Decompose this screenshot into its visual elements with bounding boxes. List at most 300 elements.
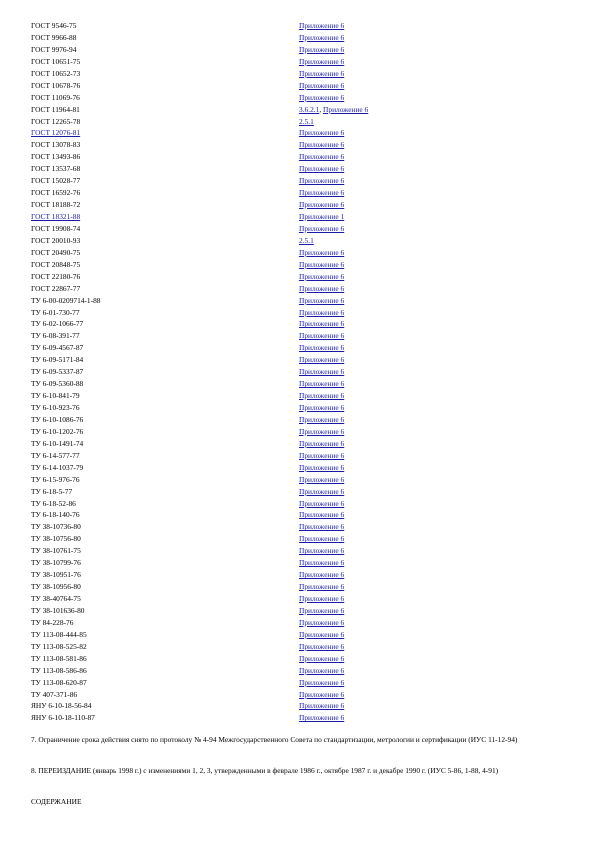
document-designation — [31, 629, 299, 641]
reference-section — [299, 307, 499, 319]
reference-row — [31, 80, 499, 92]
reference-row — [31, 605, 499, 617]
document-label: ТУ 113-08-525-82 — [31, 641, 87, 651]
document-label: ГОСТ 11069-76 — [31, 92, 80, 102]
reference-link[interactable]: Приложение 6 — [299, 582, 345, 592]
document-label: ГОСТ 12265-78 — [31, 116, 81, 126]
reference-link[interactable]: Приложение 6 — [299, 271, 345, 281]
document-designation — [31, 20, 299, 32]
document-designation — [31, 498, 299, 510]
reference-row — [31, 116, 499, 128]
reference-row — [31, 354, 499, 366]
reference-section — [299, 56, 499, 68]
document-designation — [31, 151, 299, 163]
document-designation — [31, 509, 299, 521]
reference-link[interactable]: Приложение 6 — [299, 486, 345, 496]
document-label: ГОСТ 16592-76 — [31, 188, 81, 198]
reference-section — [299, 68, 499, 80]
document-label: ГОСТ 19908-74 — [31, 223, 81, 233]
reference-section — [299, 665, 499, 677]
reference-section — [299, 151, 499, 163]
reference-link[interactable]: Приложение 6 — [299, 223, 345, 233]
reference-link[interactable]: Приложение 6 — [299, 498, 345, 508]
document-designation — [31, 450, 299, 462]
reference-link[interactable]: Приложение 6 — [299, 379, 345, 389]
document-designation — [31, 677, 299, 689]
document-designation — [31, 402, 299, 414]
reference-row — [31, 235, 499, 247]
document-label: ГОСТ 20010-93 — [31, 235, 81, 245]
reference-section — [299, 175, 499, 187]
reference-section — [299, 116, 499, 128]
reference-link[interactable]: Приложение 6 — [299, 319, 345, 329]
reference-link[interactable]: Приложение 6 — [299, 92, 345, 102]
reference-row — [31, 689, 499, 701]
reference-link[interactable]: Приложение 1 — [299, 212, 345, 221]
reference-row — [31, 151, 499, 163]
reference-link[interactable]: Приложение 6 — [299, 605, 345, 615]
reference-section — [299, 617, 499, 629]
reference-link[interactable]: Приложение 6 — [299, 152, 345, 162]
document-label: ТУ 6-08-391-77 — [31, 331, 80, 341]
reference-section — [299, 581, 499, 593]
document-designation — [31, 545, 299, 557]
reference-link[interactable]: Приложение 6 — [299, 510, 345, 520]
reference-link[interactable]: Приложение 6 — [299, 307, 345, 317]
reference-section — [299, 593, 499, 605]
document-label: ТУ 113-08-586-86 — [31, 665, 87, 675]
reference-link[interactable]: Приложение 6 — [299, 56, 345, 66]
reference-section — [299, 569, 499, 581]
document-designation — [31, 283, 299, 295]
reference-section — [299, 330, 499, 342]
reference-link[interactable]: Приложение 6 — [299, 570, 345, 580]
document-designation — [31, 593, 299, 605]
document-designation — [31, 390, 299, 402]
reference-row — [31, 56, 499, 68]
reference-row — [31, 474, 499, 486]
reference-link[interactable]: Приложение 6 — [299, 641, 345, 651]
reference-link[interactable]: Приложение 6 — [299, 558, 345, 568]
document-label: ЯНУ 6-10-18-56-84 — [31, 701, 92, 711]
reference-section — [299, 127, 499, 139]
reference-section — [299, 139, 499, 151]
reference-row — [31, 330, 499, 342]
reference-link[interactable]: Приложение 6 — [299, 665, 345, 675]
reference-link[interactable]: Приложение 6 — [299, 462, 345, 472]
reference-row — [31, 462, 499, 474]
document-designation — [31, 44, 299, 56]
document-label: ТУ 6-01-730-77 — [31, 307, 80, 317]
reference-row — [31, 307, 499, 319]
reference-link[interactable]: Приложение 6 — [299, 164, 345, 174]
document-label: ТУ 113-08-444-85 — [31, 629, 87, 639]
reference-row — [31, 295, 499, 307]
document-designation — [31, 318, 299, 330]
reference-link[interactable]: Приложение 6 — [299, 594, 345, 603]
reference-row — [31, 199, 499, 211]
document-link[interactable]: ГОСТ 18321-88 — [31, 212, 81, 221]
reference-row — [31, 653, 499, 665]
reference-section — [299, 462, 499, 474]
document-designation — [31, 342, 299, 354]
reference-section — [299, 271, 499, 283]
reference-row — [31, 533, 499, 545]
document-designation — [31, 689, 299, 701]
document-designation — [31, 712, 299, 724]
reference-row — [31, 557, 499, 569]
reference-link[interactable]: Приложение 6 — [299, 701, 345, 711]
reference-link[interactable]: Приложение 6 — [299, 403, 345, 412]
reference-section — [299, 486, 499, 498]
reference-row — [31, 378, 499, 390]
document-label: ГОСТ 9976-94 — [31, 44, 77, 54]
document-label: ТУ 6-14-577-77 — [31, 450, 80, 460]
document-label: ГОСТ 13493-86 — [31, 152, 81, 162]
document-designation — [31, 426, 299, 438]
document-label: ГОСТ 9546-75 — [31, 21, 77, 30]
reference-section — [299, 259, 499, 271]
reference-section — [299, 557, 499, 569]
document-designation — [31, 271, 299, 283]
reference-row — [31, 366, 499, 378]
document-label: ТУ 6-10-1491-74 — [31, 438, 84, 448]
document-designation — [31, 653, 299, 665]
reference-section — [299, 92, 499, 104]
reference-row — [31, 438, 499, 450]
document-label: ТУ 6-10-1202-76 — [31, 426, 84, 436]
reference-section — [299, 211, 499, 223]
reference-link[interactable]: Приложение 6 — [299, 450, 345, 460]
document-label: ГОСТ 20848-75 — [31, 259, 81, 269]
document-designation — [31, 211, 299, 223]
reference-link[interactable]: Приложение 6 — [299, 343, 345, 353]
reference-section — [299, 498, 499, 510]
reference-row — [31, 450, 499, 462]
reference-row — [31, 617, 499, 629]
document-label: ТУ 38-101636-80 — [31, 605, 85, 615]
reference-link[interactable]: Приложение 6 — [299, 32, 345, 42]
reference-section — [299, 342, 499, 354]
reference-link[interactable]: Приложение 6 — [299, 259, 345, 269]
reference-row — [31, 390, 499, 402]
reference-link[interactable]: Приложение 6 — [299, 653, 345, 663]
reference-link[interactable]: Приложение 6 — [323, 104, 369, 114]
reference-row — [31, 271, 499, 283]
reference-row — [31, 211, 499, 223]
document-label: ТУ 6-09-5337-87 — [31, 367, 84, 377]
reference-section — [299, 521, 499, 533]
document-label: ГОСТ 13537-68 — [31, 164, 81, 174]
document-designation — [31, 32, 299, 44]
reference-row — [31, 486, 499, 498]
reference-row — [31, 163, 499, 175]
document-designation — [31, 163, 299, 175]
reference-row — [31, 700, 499, 712]
document-designation — [31, 569, 299, 581]
reference-link[interactable]: Приложение 6 — [299, 295, 345, 305]
document-label: ТУ 6-02-1066-77 — [31, 319, 84, 329]
document-designation — [31, 56, 299, 68]
reference-section — [299, 629, 499, 641]
reference-table — [31, 20, 499, 724]
reference-section — [299, 641, 499, 653]
document-label: ТУ 84-228-76 — [31, 617, 74, 627]
document-designation — [31, 127, 299, 139]
document-label: ТУ 6-00-0209714-1-88 — [31, 295, 101, 305]
document-label: ГОСТ 11964-81 — [31, 104, 80, 114]
reference-row — [31, 509, 499, 521]
document-designation — [31, 605, 299, 617]
reference-row — [31, 629, 499, 641]
reference-link[interactable]: Приложение 6 — [299, 188, 345, 198]
reference-row — [31, 104, 499, 116]
reference-section — [299, 318, 499, 330]
reference-link[interactable]: Приложение 6 — [299, 689, 345, 699]
reference-link[interactable]: Приложение 6 — [299, 200, 345, 210]
document-designation — [31, 462, 299, 474]
reference-link[interactable]: Приложение 6 — [299, 355, 345, 365]
document-designation — [31, 92, 299, 104]
reference-section — [299, 653, 499, 665]
note-item-8: 8. ПЕРЕИЗДАНИЕ (январь 1998 г.) с изменениями 1, 2, 3, утвержденными в феврале 1986 г., октябре 1987 г. и декабре 1990 г. (ИУС 5-86, 1-88, 4-91) — [31, 766, 499, 775]
reference-section — [299, 80, 499, 92]
document-label: ГОСТ 22180-76 — [31, 271, 81, 281]
reference-row — [31, 283, 499, 295]
document-designation — [31, 139, 299, 151]
document-label: ГОСТ 13078-83 — [31, 140, 81, 150]
document-designation — [31, 199, 299, 211]
document-label: ГОСТ 10651-75 — [31, 56, 81, 66]
document-designation — [31, 366, 299, 378]
reference-link[interactable]: Приложение 6 — [299, 80, 345, 90]
reference-section — [299, 283, 499, 295]
reference-link[interactable]: Приложение 6 — [299, 21, 345, 30]
reference-row — [31, 581, 499, 593]
reference-link[interactable]: Приложение 6 — [299, 140, 345, 150]
reference-section — [299, 438, 499, 450]
reference-row — [31, 44, 499, 56]
reference-section — [299, 378, 499, 390]
reference-row — [31, 247, 499, 259]
document-label: ТУ 38-40764-75 — [31, 594, 81, 603]
reference-row — [31, 521, 499, 533]
document-label: ТУ 113-08-620-87 — [31, 677, 87, 687]
reference-section — [299, 390, 499, 402]
document-designation — [31, 557, 299, 569]
reference-link[interactable]: Приложение 6 — [299, 534, 345, 544]
document-label: ТУ 6-14-1037-79 — [31, 462, 84, 472]
document-designation — [31, 247, 299, 259]
reference-section — [299, 354, 499, 366]
document-designation — [31, 223, 299, 235]
reference-link[interactable]: Приложение 6 — [299, 677, 345, 687]
reference-link[interactable]: Приложение 6 — [299, 522, 345, 532]
reference-row — [31, 569, 499, 581]
document-designation — [31, 116, 299, 128]
reference-link[interactable]: 2.5.1 — [299, 116, 314, 126]
reference-row — [31, 139, 499, 151]
reference-section — [299, 689, 499, 701]
reference-section — [299, 32, 499, 44]
document-designation — [31, 486, 299, 498]
reference-section — [299, 44, 499, 56]
reference-row — [31, 402, 499, 414]
reference-row — [31, 187, 499, 199]
reference-link[interactable]: Приложение 6 — [299, 713, 345, 723]
reference-section — [299, 104, 499, 116]
document-designation — [31, 521, 299, 533]
document-label: ТУ 113-08-581-86 — [31, 653, 87, 663]
reference-section — [299, 677, 499, 689]
reference-link[interactable]: Приложение 6 — [299, 44, 345, 54]
document-label: ГОСТ 20490-75 — [31, 247, 81, 257]
reference-link[interactable]: Приложение 6 — [299, 128, 345, 138]
reference-row — [31, 712, 499, 724]
reference-row — [31, 20, 499, 32]
document-designation — [31, 438, 299, 450]
document-label: ТУ 38-10756-80 — [31, 534, 81, 544]
reference-section — [299, 366, 499, 378]
reference-section — [299, 545, 499, 557]
document-label: ТУ 6-18-140-76 — [31, 510, 80, 520]
reference-section — [299, 247, 499, 259]
reference-row — [31, 68, 499, 80]
contents-heading: СОДЕРЖАНИЕ — [31, 797, 82, 806]
document-label: ТУ 6-09-5360-88 — [31, 379, 84, 389]
document-designation — [31, 259, 299, 271]
reference-section — [299, 509, 499, 521]
reference-row — [31, 175, 499, 187]
reference-section — [299, 187, 499, 199]
document-designation — [31, 104, 299, 116]
reference-section — [299, 450, 499, 462]
document-label: ГОСТ 10678-76 — [31, 80, 81, 90]
reference-section — [299, 605, 499, 617]
reference-section — [299, 700, 499, 712]
reference-row — [31, 259, 499, 271]
reference-section — [299, 533, 499, 545]
reference-section — [299, 474, 499, 486]
reference-row — [31, 665, 499, 677]
reference-section — [299, 223, 499, 235]
reference-link[interactable]: Приложение 6 — [299, 176, 345, 186]
document-designation — [31, 175, 299, 187]
document-designation — [31, 700, 299, 712]
reference-row — [31, 545, 499, 557]
document-designation — [31, 414, 299, 426]
reference-link[interactable]: Приложение 6 — [299, 391, 345, 401]
document-label: ТУ 6-18-5-77 — [31, 486, 73, 496]
reference-link[interactable]: Приложение 6 — [299, 68, 345, 78]
reference-link[interactable]: Приложение 6 — [299, 247, 345, 257]
reference-link[interactable]: Приложение 6 — [299, 629, 345, 639]
reference-table-body — [31, 20, 499, 724]
document-label: ТУ 6-10-841-79 — [31, 391, 80, 401]
reference-link[interactable]: Приложение 6 — [299, 414, 345, 424]
document-designation — [31, 295, 299, 307]
document-designation — [31, 80, 299, 92]
document-designation — [31, 378, 299, 390]
reference-section — [299, 235, 499, 247]
document-link[interactable]: ГОСТ 12076-81 — [31, 128, 81, 138]
reference-section — [299, 295, 499, 307]
reference-row — [31, 92, 499, 104]
reference-link[interactable]: Приложение 6 — [299, 546, 345, 556]
reference-section — [299, 426, 499, 438]
document-label: ТУ 38-10799-76 — [31, 558, 81, 568]
document-label: ТУ 6-18-52-86 — [31, 498, 76, 508]
document-label: ТУ 6-15-976-76 — [31, 474, 80, 484]
reference-section — [299, 163, 499, 175]
document-designation — [31, 187, 299, 199]
document-designation — [31, 474, 299, 486]
document-label: ТУ 6-09-4567-87 — [31, 343, 84, 353]
document-label: ТУ 38-10761-75 — [31, 546, 81, 556]
document-designation — [31, 68, 299, 80]
reference-row — [31, 414, 499, 426]
note-item-7: 7. Ограничение срока действия снято по протоколу № 4-94 Межгосударственного Совета по стандартизации, метрологии и сертификации (ИУС 11-12-94) — [31, 735, 518, 744]
reference-link[interactable]: Приложение 6 — [299, 474, 345, 484]
reference-section — [299, 402, 499, 414]
reference-link[interactable]: Приложение 6 — [299, 438, 345, 448]
reference-row — [31, 641, 499, 653]
document-designation — [31, 581, 299, 593]
reference-separator: , — [319, 104, 324, 114]
document-designation — [31, 641, 299, 653]
document-designation — [31, 330, 299, 342]
document-label: ГОСТ 9966-88 — [31, 32, 77, 42]
reference-row — [31, 223, 499, 235]
document-designation — [31, 235, 299, 247]
reference-link[interactable]: Приложение 6 — [299, 426, 345, 436]
document-designation — [31, 617, 299, 629]
document-designation — [31, 533, 299, 545]
document-label: ТУ 6-09-5171-84 — [31, 355, 84, 365]
document-designation — [31, 354, 299, 366]
reference-row — [31, 318, 499, 330]
reference-link[interactable]: Приложение 6 — [299, 283, 345, 293]
reference-link[interactable]: Приложение 6 — [299, 617, 345, 627]
document-label: ГОСТ 10652-73 — [31, 68, 81, 78]
document-label: ГОСТ 18188-72 — [31, 200, 81, 210]
reference-section — [299, 414, 499, 426]
reference-row — [31, 342, 499, 354]
reference-link[interactable]: 2.5.1 — [299, 235, 314, 245]
document-designation — [31, 665, 299, 677]
reference-link[interactable]: Приложение 6 — [299, 367, 345, 377]
reference-row — [31, 127, 499, 139]
document-designation — [31, 307, 299, 319]
reference-row — [31, 426, 499, 438]
reference-section — [299, 20, 499, 32]
reference-section — [299, 712, 499, 724]
reference-row — [31, 677, 499, 689]
document-label: ТУ 407-371-86 — [31, 689, 78, 699]
document-label: ТУ 38-10956-80 — [31, 582, 81, 592]
reference-section — [299, 199, 499, 211]
document-label: ТУ 38-10736-80 — [31, 522, 81, 532]
reference-row — [31, 593, 499, 605]
document-label: ТУ 6-10-1086-76 — [31, 414, 84, 424]
document-label: ТУ 6-10-923-76 — [31, 403, 80, 412]
reference-row — [31, 32, 499, 44]
document-label: ГОСТ 15028-77 — [31, 176, 81, 186]
document-label: ГОСТ 22867-77 — [31, 283, 81, 293]
reference-link[interactable]: Приложение 6 — [299, 331, 345, 341]
reference-row — [31, 498, 499, 510]
reference-link[interactable]: 3.6.2.1 — [299, 104, 320, 114]
